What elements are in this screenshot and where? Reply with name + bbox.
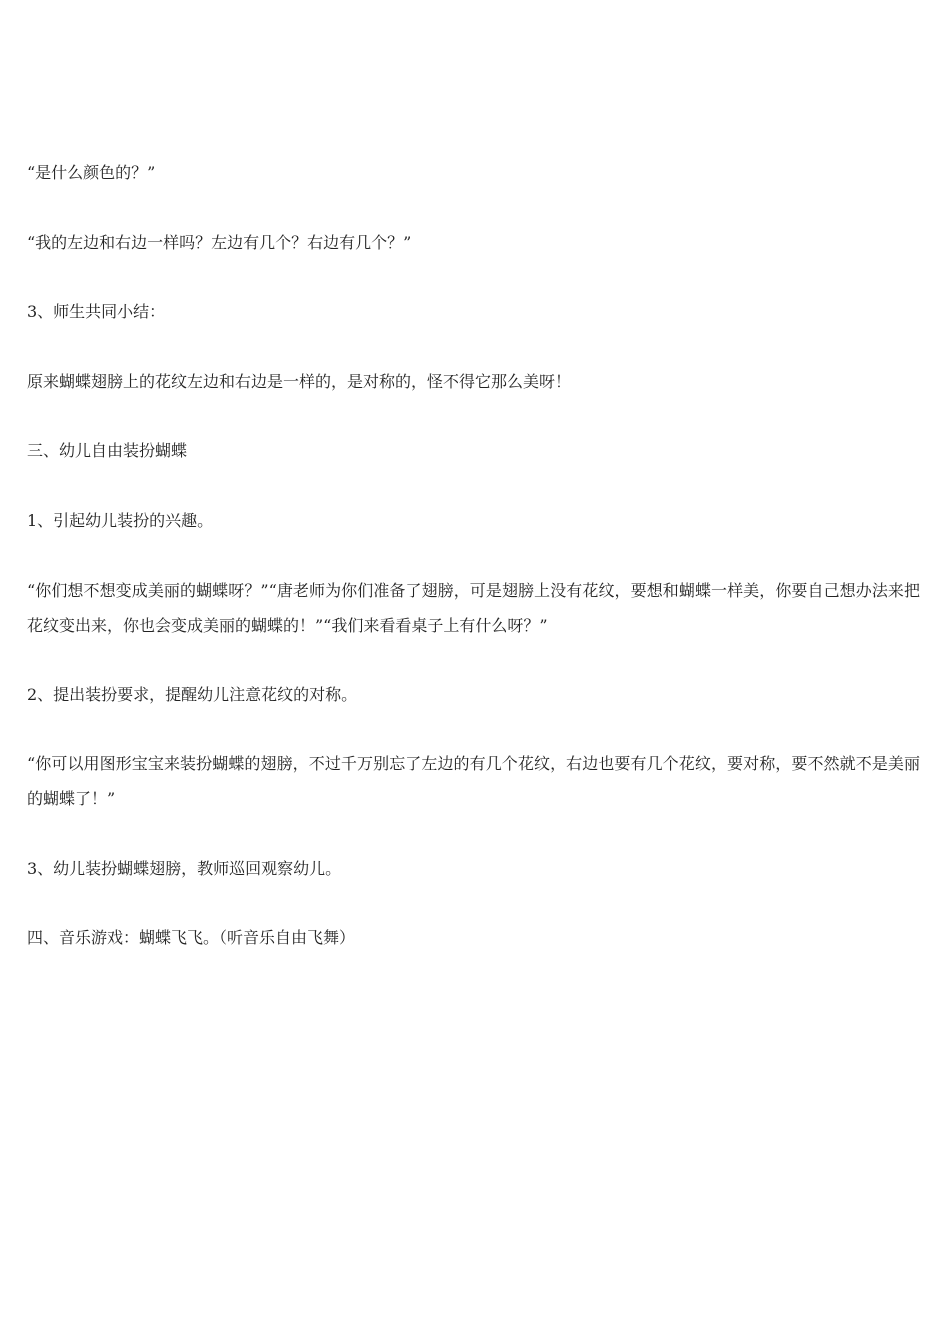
dialogue-left-right-question: “我的左边和右边一样吗？左边有几个？右边有几个？” <box>27 233 412 252</box>
dialogue-symmetry-reminder: “你可以用图形宝宝来装扮蝴蝶的翅膀，不过千万别忘了左边的有几个花纹，右边也要有几个花纹，要对称，要不然就不是美丽的蝴蝶了！” <box>27 754 920 808</box>
step-interest-heading: 1、引起幼儿装扮的兴趣。 <box>27 511 214 530</box>
step-summary-heading: 3、师生共同小结： <box>27 302 166 321</box>
section-three-heading: 三、幼儿自由装扮蝴蝶 <box>27 441 188 460</box>
summary-text: 原来蝴蝶翅膀上的花纹左边和右边是一样的，是对称的，怪不得它那么美呀！ <box>27 372 572 391</box>
dialogue-color-question: “是什么颜色的？” <box>27 163 156 182</box>
section-four-heading: 四、音乐游戏：蝴蝶飞飞。（听音乐自由飞舞） <box>27 928 356 947</box>
step-requirements-heading: 2、提出装扮要求，提醒幼儿注意花纹的对称。 <box>27 685 358 704</box>
dialogue-become-butterfly: “你们想不想变成美丽的蝴蝶呀？”“唐老师为你们准备了翅膀，可是翅膀上没有花纹，要想和蝴蝶一样美，你要自己想办法来把花纹变出来，你也会变成美丽的蝴蝶的！”“我们来看看桌子上有什么呀？” <box>27 581 920 635</box>
step-decorate-heading: 3、幼儿装扮蝴蝶翅膀，教师巡回观察幼儿。 <box>27 859 342 878</box>
